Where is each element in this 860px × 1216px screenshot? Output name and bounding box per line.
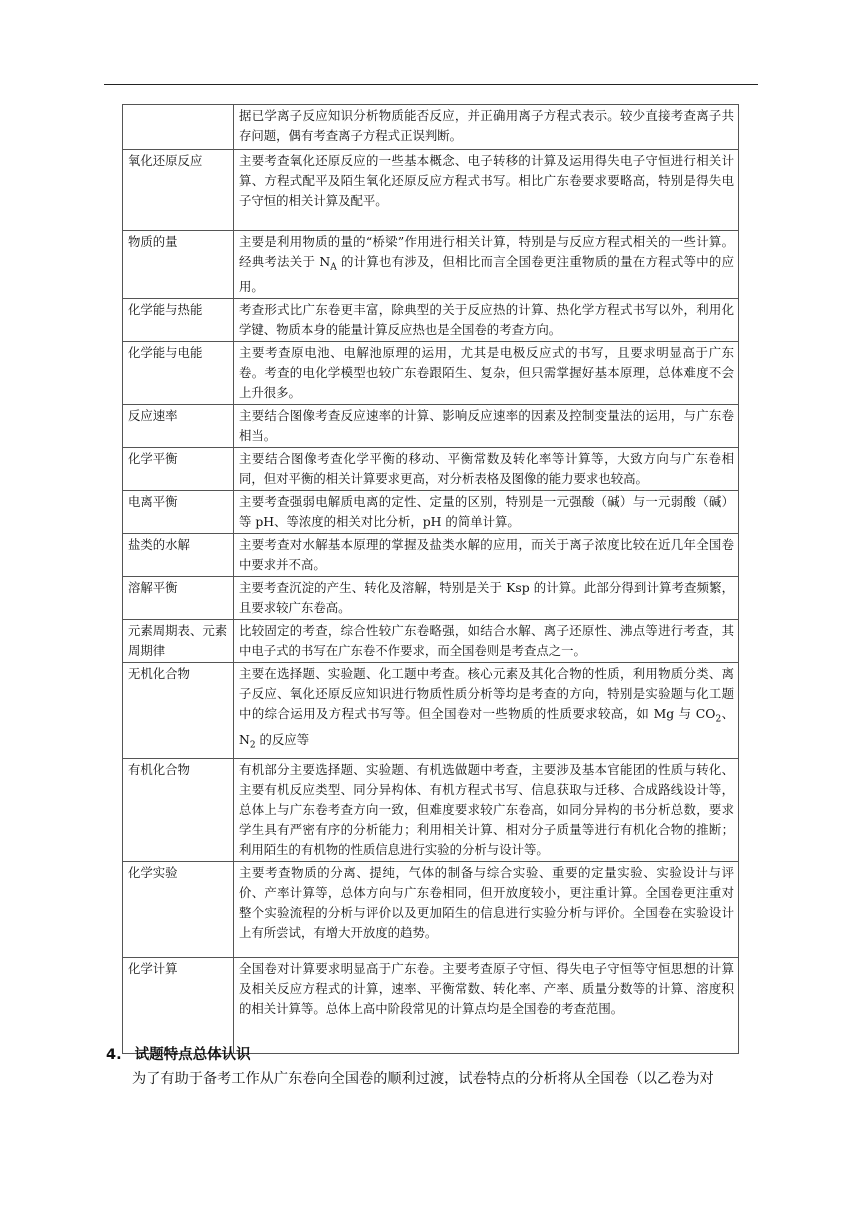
topic-cell: 化学能与热能 [123, 299, 234, 342]
description-cell: 据已学离子反应知识分析物质能否反应，并正确用离子方程式表示。较少直接考查离子共存问题，偶有考查离子方程式正误判断。 [234, 105, 739, 150]
description-text: 的反应等 [255, 731, 310, 747]
exam-content-table [122, 104, 739, 1054]
topic-cell: 无机化合物 [123, 663, 234, 759]
subscript: A [330, 262, 337, 273]
description-text: 、N [239, 706, 735, 747]
subscript: 2 [249, 740, 256, 751]
table-row [123, 491, 739, 534]
table-row [123, 105, 739, 150]
description-cell: 主要考查原电池、电解池原理的运用，尤其是电极反应式的书写，且要求明显高于广东卷。考查的电化学模型也较广东卷跟陌生、复杂，但只需掌握好基本原理，总体难度不会上升很多。 [234, 342, 739, 405]
description-cell: 全国卷对计算要求明显高于广东卷。主要考查原子守恒、得失电子守恒等守恒思想的计算及相关反应方程式的计算，速率、平衡常数、转化率、产率、质量分数等的计算、溶度积的相关计算等。总体上高中阶段常见的计算点均是全国卷的考查范围。 [234, 958, 739, 1054]
description-text: 主要在选择题、实验题、化工题中考查。核心元素及其化合物的性质，利用物质分类、离子反应、氧化还原反应知识进行物质性质分析等均是考查的方向，特别是实验题与化工题中的综合运用及方程式书写等。但全国卷对一些物质的性质要求较高，如 Mg 与 CO [239, 666, 734, 722]
table-row [123, 620, 739, 663]
topic-cell: 氧化还原反应 [123, 150, 234, 231]
topic-cell: 电离平衡 [123, 491, 234, 534]
description-cell: 主要考查物质的分离、提纯，气体的制备与综合实验、重要的定量实验、实验设计与评价、产率计算等，总体方向与广东卷相同，但开放度较小，更注重计算。全国卷更注重对整个实验流程的分析与评价以及更加陌生的信息进行实验分析与评价。全国卷在实验设计上有所尝试，有增大开放度的趋势。 [234, 862, 739, 958]
topic-cell: 化学能与电能 [123, 342, 234, 405]
topic-cell: 有机化合物 [123, 759, 234, 862]
table-row [123, 862, 739, 958]
table-row [123, 299, 739, 342]
section-title: 试题特点总体认识 [134, 1047, 251, 1063]
table-row [123, 150, 739, 231]
section-heading [106, 1043, 251, 1064]
topic-cell: 元素周期表、元素周期律 [123, 620, 234, 663]
table-row [123, 448, 739, 491]
topic-cell: 化学平衡 [123, 448, 234, 491]
topic-cell: 化学实验 [123, 862, 234, 958]
topic-cell: 反应速率 [123, 405, 234, 448]
header-rule [104, 84, 758, 85]
table-row [123, 663, 739, 759]
table-row [123, 405, 739, 448]
table-row [123, 231, 739, 299]
description-cell: 主要考查强弱电解质电离的定性、定量的区别，特别是一元强酸（碱）与一元弱酸（碱）等 pH、等浓度的相关对比分析，pH 的简单计算。 [234, 491, 739, 534]
description-cell: 有机部分主要选择题、实验题、有机选做题中考查，主要涉及基本官能团的性质与转化、主要有机反应类型、同分异构体、有机方程式书写、信息获取与迁移、合成路线设计等，总体上与广东卷考查方向一致，但难度要求较广东卷高，如同分异构的书分析总数，要求学生具有严密有序的分析能力；利用相关计算、相对分子质量等进行有机化合物的推断；利用陌生的有机物的性质信息进行实验的分析与设计等。 [234, 759, 739, 862]
description-cell: 主要结合图像考查反应速率的计算、影响反应速率的因素及控制变量法的运用，与广东卷相当。 [234, 405, 739, 448]
table-row [123, 577, 739, 620]
section-number: 4. [106, 1047, 122, 1063]
description-cell [234, 231, 739, 299]
table-row [123, 534, 739, 577]
description-text: 主要是利用物质的量的“桥梁”作用进行相关计算，特别是与反应方程式相关的一些计算。经典考法关于 N [239, 234, 734, 269]
subscript: 2 [715, 714, 722, 725]
topic-cell: 化学计算 [123, 958, 234, 1054]
description-text: 的计算也有涉及，但相比而言全国卷更注重物质的量在方程式等中的应用。 [239, 254, 734, 295]
table-row [123, 958, 739, 1054]
table-row [123, 759, 739, 862]
body-paragraph: 为了有助于备考工作从广东卷向全国卷的顺利过渡，试卷特点的分析将从全国卷（以乙卷为对 [132, 1071, 714, 1087]
description-cell: 考查形式比广东卷更丰富，除典型的关于反应热的计算、热化学方程式书写以外，利用化学键、物质本身的能量计算反应热也是全国卷的考查方向。 [234, 299, 739, 342]
description-cell: 比较固定的考查，综合性较广东卷略强，如结合水解、离子还原性、沸点等进行考查，其中电子式的书写在广东卷不作要求，而全国卷则是考查点之一。 [234, 620, 739, 663]
topic-cell: 物质的量 [123, 231, 234, 299]
description-cell: 主要考查沉淀的产生、转化及溶解，特别是关于 Ksp 的计算。此部分得到计算考查频繁，且要求较广东卷高。 [234, 577, 739, 620]
topic-cell: 溶解平衡 [123, 577, 234, 620]
table-row [123, 342, 739, 405]
description-cell: 主要结合图像考查化学平衡的移动、平衡常数及转化率等计算等，大致方向与广东卷相同，但对平衡的相关计算要求更高，对分析表格及图像的能力要求也较高。 [234, 448, 739, 491]
topic-cell [123, 105, 234, 150]
description-cell [234, 663, 739, 759]
description-cell: 主要考查氧化还原反应的一些基本概念、电子转移的计算及运用得失电子守恒进行相关计算、方程式配平及陌生氧化还原反应方程式书写。相比广东卷要求要略高，特别是得失电子守恒的相关计算及配平。 [234, 150, 739, 231]
topic-cell: 盐类的水解 [123, 534, 234, 577]
description-cell: 主要考查对水解基本原理的掌握及盐类水解的应用，而关于离子浓度比较在近几年全国卷中要求并不高。 [234, 534, 739, 577]
